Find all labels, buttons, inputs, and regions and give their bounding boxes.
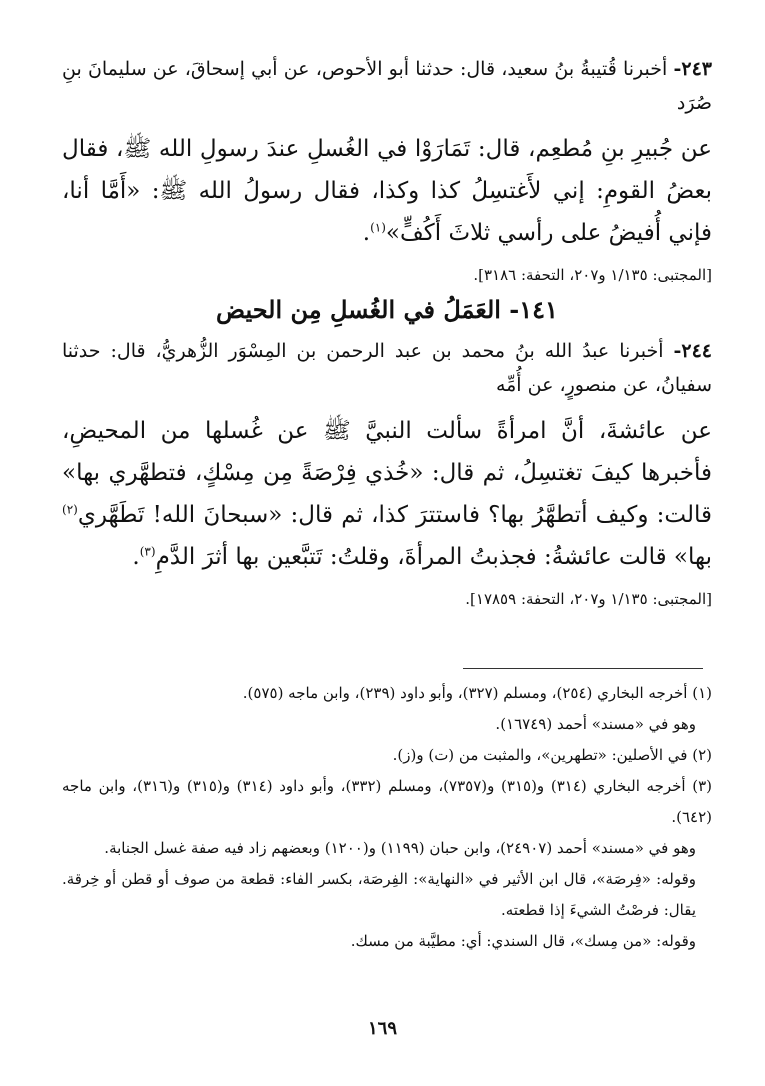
hadith-number: ٢٤٣- <box>673 58 713 80</box>
footnote-3: (٣) أخرجه البخاري (٣١٤) و(٣١٥) و(٧٣٥٧)، ومسلم (٣٣٢)، وأبو داود (٣١٤) و(٣١٥) و(٣١٦)، وابن ماجه (٦٤٢). <box>62 777 713 826</box>
footnote-marker[interactable]: (٢) <box>62 502 78 517</box>
hadith-243-reference: [المجتبى: ١/١٣٥ و٢٠٧، التحفة: ٣١٨٦]. <box>473 266 712 284</box>
isnad-text: أخبرنا قُتيبةُ بنُ سعيد، قال: حدثنا أبو الأحوص، عن أبي إسحاقَ، عن سليمانَ بنِ صُرَد <box>62 58 712 114</box>
matn-text: عن جُبيرِ بنِ مُطعِم، قال: تَمَارَوْا في الغُسلِ عندَ رسولِ الله ﷺ، فقال بعضُ القومِ: إني لأَغتسِلُ كذا وكذا، فقال رسولُ الله ﷺ: «أَمَّا أنا، فإني أُفيضُ على رأسي ثلاثَ أَكُفٍّ» <box>62 136 713 246</box>
hadith-number: ٢٤٤- <box>673 340 712 362</box>
matn-text: عن عائشةَ، أنَّ امرأةً سألت النبيَّ ﷺ عن غُسلها من المحيضِ، فأخبرها كيفَ تغتسِلُ، ثم قال: «خُذي فِرْصَةً مِن مِسْكٍ، فتطهَّري بها» قالت: وكيف أتطهَّرُ بها؟ فاستترَ كذا، ثم قال: «سبحانَ الله! تَطَهَّري <box>62 418 713 528</box>
hadith-243-matn: عن جُبيرِ بنِ مُطعِم، قال: تَمَارَوْا في الغُسلِ عندَ رسولِ الله ﷺ، فقال بعضُ القومِ: إني لأَغتسِلُ كذا وكذا، فقال رسولُ الله ﷺ: «أَمَّا أنا، فإني أُفيضُ على رأسي ثلاثَ أَكُفٍّ»$^{(١)}$. <box>62 136 713 246</box>
hadith-243-isnad <box>62 52 712 120</box>
footnote-marker[interactable]: (١) <box>370 220 386 235</box>
hadith-244-reference: [المجتبى: ١/١٣٥ و٢٠٧، التحفة: ١٧٨٥٩]. <box>465 590 712 608</box>
footnotes <box>62 678 712 957</box>
footnote-3-musnad: وهو في «مسند» أحمد (٢٤٩٠٧)، وابن حبان (١١٩٩) و(١٢٠٠) وبعضهم زاد فيه صفة غسل الجنابة. <box>104 839 696 857</box>
matn-text-continued: بها» قالت عائشةُ: فجذبتُ المرأةَ، وقلتُ: تَتبَّعين بها أثرَ الدَّمِ <box>155 544 712 570</box>
chapter-heading: ١٤١- العَمَلُ في الغُسلِ مِن الحيض <box>216 295 558 324</box>
isnad-text: أخبرنا عبدُ الله بنُ محمد بن عبد الرحمن بن المِسْوَر الزُّهريُّ، قال: حدثنا سفيانُ، عن منصورٍ، عن أُمِّه <box>62 340 712 396</box>
footnote-3-misk: وقوله: «من مِسك»، قال السندي: أي: مطيَّبة من مسك. <box>350 932 696 950</box>
footnote-3-firsa: وقوله: «فِرصَة»، قال ابن الأثير في «النهاية»: الفِرصَة، بكسر الفاء: قطعة من صوف أو قطن أو خِرقة. يقال: فرصْتُ الشيءَ إذا قطعته. <box>62 870 696 919</box>
footnote-2: (٢) في الأصلين: «تطهرين»، والمثبت من (ت) و(ز). <box>392 746 712 764</box>
main-text <box>62 52 712 612</box>
hadith-244-matn: عن عائشةَ، أنَّ امرأةً سألت النبيَّ ﷺ عن غُسلها من المحيضِ، فأخبرها كيفَ تغتسِلُ، ثم قال: «خُذي فِرْصَةً مِن مِسْكٍ، فتطهَّري بها» قالت: وكيف أتطهَّرُ بها؟ فاستترَ كذا، ثم قال: «سبحانَ الله! تَطَهَّري$^{(٢)}$ بها» قالت عائشةُ: فجذبتُ المرأةَ، وقلتُ: تَتبَّعين بها أثرَ الدَّمِ$^{(٣)}$. <box>62 418 713 570</box>
footnote-1-continued: وهو في «مسند» أحمد (١٦٧٤٩). <box>495 715 696 733</box>
footnote-1: (١) أخرجه البخاري (٢٥٤)، ومسلم (٣٢٧)، وأبو داود (٢٣٩)، وابن ماجه (٥٧٥). <box>242 684 712 702</box>
page-number: ١٦٩ <box>367 1018 397 1039</box>
footnote-marker[interactable]: (٣) <box>139 544 156 559</box>
footnote-divider <box>463 668 703 669</box>
hadith-244-isnad <box>62 334 712 402</box>
